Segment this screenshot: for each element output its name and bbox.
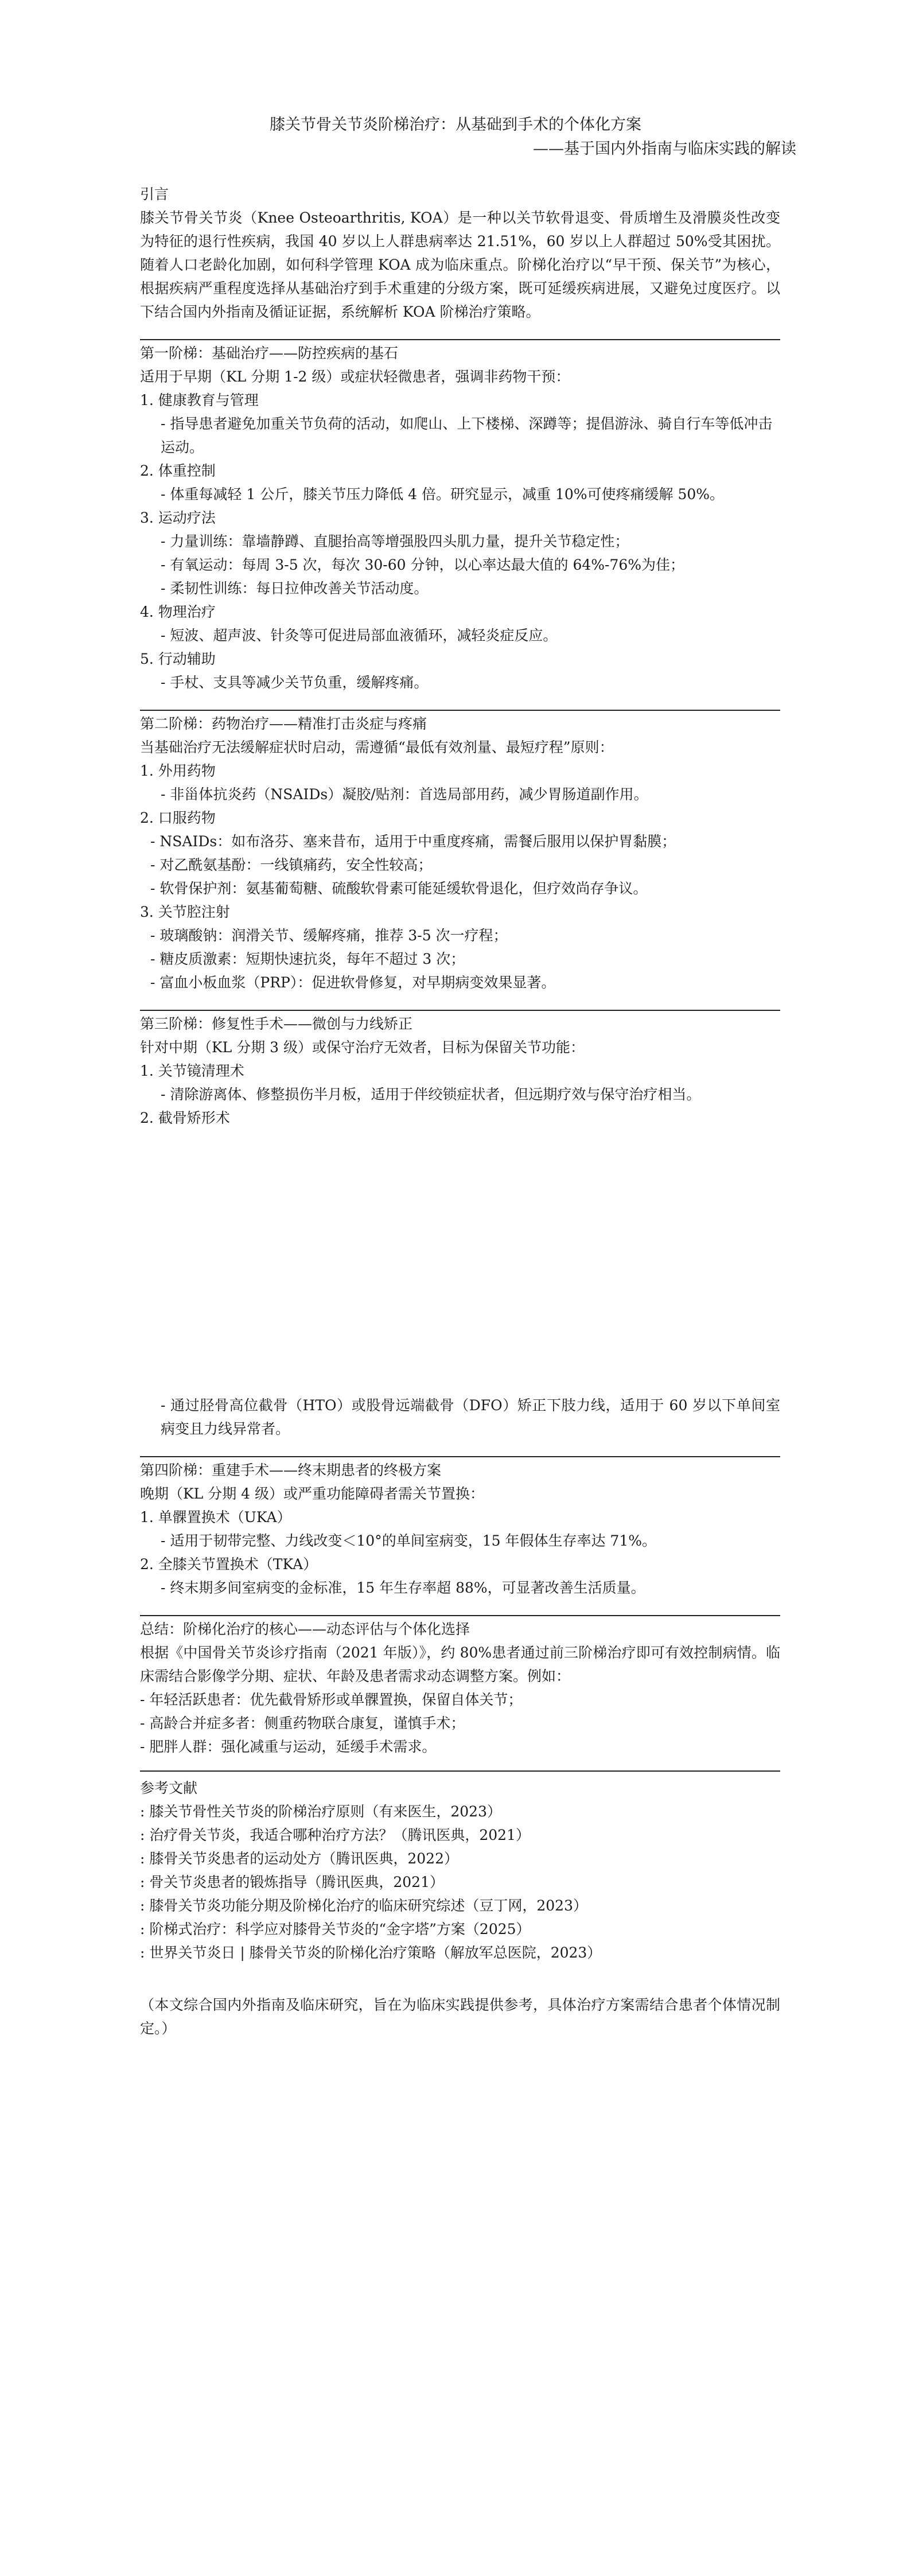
item-label: 1. 单髁置换术（UKA） — [140, 1509, 291, 1526]
references-list — [140, 1800, 780, 1964]
summary-section — [140, 1615, 780, 1758]
summary-points — [140, 1688, 780, 1758]
item-detail: - 糖皮质激素：短期快速抗炎，每年不超过 3 次； — [150, 951, 465, 967]
list-item — [140, 388, 780, 459]
reference-item: : 治疗骨关节炎，我适合哪种治疗方法？（腾讯医典，2021） — [140, 1827, 530, 1843]
references-title: 参考文献 — [140, 1780, 198, 1796]
item-label: 2. 截骨矫形术 — [140, 1110, 230, 1126]
references-section — [140, 1770, 780, 1964]
item-label: 4. 物理治疗 — [140, 604, 216, 620]
item-detail: - 非甾体抗炎药（NSAIDs）凝胶/贴剂：首选局部用药，减少胃肠道副作用。 — [161, 786, 648, 803]
list-item — [140, 900, 780, 994]
item-label: 1. 关节镜清理术 — [140, 1063, 244, 1079]
intro-section — [140, 182, 780, 324]
item-detail: - 通过胫骨高位截骨（HTO）或股骨远端截骨（DFO）矫正下肢力线，适用于 60 岁以下单间室病变且力线异常者。 — [161, 1397, 780, 1437]
step1-title: 第一阶梯：基础治疗——防控疾病的基石 — [140, 345, 399, 361]
item-label: 5. 行动辅助 — [140, 651, 216, 667]
item-detail: - 玻璃酸钠：润滑关节、缓解疼痛，推荐 3-5 次一疗程； — [150, 927, 508, 944]
item-detail: - 清除游离体、修整损伤半月板，适用于伴绞锁症状者，但远期疗效与保守治疗相当。 — [161, 1086, 701, 1103]
item-detail: - 柔韧性训练：每日拉伸改善关节活动度。 — [161, 580, 429, 597]
list-item — [140, 459, 780, 506]
list-item — [140, 506, 780, 600]
step2-list — [140, 759, 780, 994]
item-detail: - 适用于韧带完整、力线改变＜10°的单间室病变，15 年假体生存率达 71%。 — [161, 1532, 656, 1549]
step4-list — [140, 1505, 780, 1600]
item-detail: - 手杖、支具等减少关节负重，缓解疼痛。 — [161, 674, 429, 691]
intro-paragraph: 膝关节骨关节炎（Knee Osteoarthritis, KOA）是一种以关节软骨退变、骨质增生及滑膜炎性改变为特征的退行性疾病，我国 40 岁以上人群患病率达 21.51%，60 岁以上人群超过 50%受其困扰。随着人口老龄化加剧，如何科学管理 KOA 成为临床重点。阶梯化治疗以“早干预、保关节”为核心，根据疾病严重程度选择从基础治疗到手术重建的分级方案，既可延缓疾病进展，又避免过度医疗。以下结合国内外指南及循证证据，系统解析 KOA 阶梯治疗策略。 — [140, 209, 780, 320]
item-detail: - 软骨保护剂：氨基葡萄糖、硫酸软骨素可能延缓软骨退化，但疗效尚存争议。 — [150, 880, 648, 897]
item-detail: - 对乙酰氨基酚：一线镇痛药，安全性较高； — [150, 857, 433, 873]
reference-item: : 阶梯式治疗：科学应对膝骨关节炎的“金字塔”方案（2025） — [140, 1921, 531, 1937]
item-label: 3. 关节腔注射 — [140, 904, 230, 920]
document-body — [140, 182, 780, 2040]
step1-intro: 适用于早期（KL 分期 1-2 级）或症状轻微患者，强调非药物干预： — [140, 368, 570, 385]
blank-figure-area — [140, 1130, 780, 1394]
list-item — [140, 1552, 780, 1600]
list-item — [140, 806, 780, 900]
reference-item: : 膝关节骨性关节炎的阶梯治疗原则（有来医生，2023） — [140, 1803, 501, 1820]
item-detail: - 体重每减轻 1 公斤，膝关节压力降低 4 倍。研究显示，减重 10%可使疼痛缓解 50%。 — [161, 486, 725, 503]
item-detail: - NSAIDs：如布洛芬、塞来昔布，适用于中重度疼痛，需餐后服用以保护胃黏膜； — [150, 833, 676, 850]
reference-item: : 膝骨关节炎功能分期及阶梯化治疗的临床研究综述（豆丁网，2023） — [140, 1897, 587, 1914]
step1-list — [140, 388, 780, 694]
list-item: - 年轻活跃患者：优先截骨矫形或单髁置换，保留自体关节； — [140, 1691, 523, 1708]
item-detail: - 短波、超声波、针灸等可促进局部血液循环，减轻炎症反应。 — [161, 627, 558, 644]
step3-intro: 针对中期（KL 分期 3 级）或保守治疗无效者，目标为保留关节功能： — [140, 1039, 585, 1056]
closing-note: （本文综合国内外指南及临床研究，旨在为临床实践提供参考，具体治疗方案需结合患者个体情况制定。） — [140, 1997, 780, 2037]
item-detail: - 指导患者避免加重关节负荷的活动，如爬山、上下楼梯、深蹲等；提倡游泳、骑自行车等低冲击运动。 — [161, 415, 773, 456]
reference-item: : 膝骨关节炎患者的运动处方（腾讯医典，2022） — [140, 1850, 458, 1867]
step3-section — [140, 1010, 780, 1441]
step4-section — [140, 1456, 780, 1600]
intro-heading: 引言 — [140, 186, 169, 203]
step4-intro: 晚期（KL 分期 4 级）或严重功能障碍者需关节置换： — [140, 1485, 485, 1502]
item-detail: - 有氧运动：每周 3-5 次，每次 30-60 分钟，以心率达最大值的 64%-76%为佳； — [161, 557, 685, 573]
item-detail: - 力量训练：靠墙静蹲、直腿抬高等增强股四头肌力量，提升关节稳定性； — [161, 533, 629, 550]
step3-title: 第三阶梯：修复性手术——微创与力线矫正 — [140, 1015, 413, 1032]
item-label: 3. 运动疗法 — [140, 509, 216, 526]
step2-section — [140, 710, 780, 994]
step2-title: 第二阶梯：药物治疗——精准打击炎症与疼痛 — [140, 715, 427, 732]
summary-title: 总结：阶梯化治疗的核心——动态评估与个体化选择 — [140, 1621, 470, 1637]
item-label: 1. 外用药物 — [140, 762, 216, 779]
list-item — [140, 759, 780, 806]
list-item — [140, 647, 780, 694]
item-label: 2. 口服药物 — [140, 810, 216, 826]
item-detail: - 终末期多间室病变的金标准，15 年生存率超 88%，可显著改善生活质量。 — [161, 1579, 645, 1596]
item-label: 2. 体重控制 — [140, 462, 216, 479]
list-item: - 高龄合并症多者：侧重药物联合康复，谨慎手术； — [140, 1715, 465, 1731]
step2-intro: 当基础治疗无法缓解症状时启动，需遵循“最低有效剂量、最短疗程”原则： — [140, 739, 614, 756]
summary-paragraph: 根据《中国骨关节炎诊疗指南（2021 年版）》，约 80%患者通过前三阶梯治疗即可有效控制病情。临床需结合影像学分期、症状、年龄及患者需求动态调整方案。例如： — [140, 1644, 780, 1684]
step4-title: 第四阶梯：重建手术——终末期患者的终极方案 — [140, 1462, 442, 1478]
step1-section — [140, 339, 780, 694]
document-subtitle: ——基于国内外指南与临床实践的解读 — [533, 140, 796, 158]
item-detail: - 富血小板血浆（PRP）：促进软骨修复，对早期病变效果显著。 — [150, 974, 556, 991]
item-label: 2. 全膝关节置换术（TKA） — [140, 1556, 318, 1573]
reference-item: : 世界关节炎日 | 膝骨关节炎的阶梯化治疗策略（解放军总医院，2023） — [140, 1944, 602, 1961]
list-item — [140, 1505, 780, 1552]
document-title: 膝关节骨关节炎阶梯治疗：从基础到手术的个体化方案 — [270, 116, 641, 134]
item-label: 1. 健康教育与管理 — [140, 392, 259, 408]
list-item — [140, 600, 780, 647]
reference-item: : 骨关节炎患者的锻炼指导（腾讯医典，2021） — [140, 1874, 444, 1890]
list-item: - 肥胖人群：强化减重与运动，延缓手术需求。 — [140, 1738, 437, 1755]
